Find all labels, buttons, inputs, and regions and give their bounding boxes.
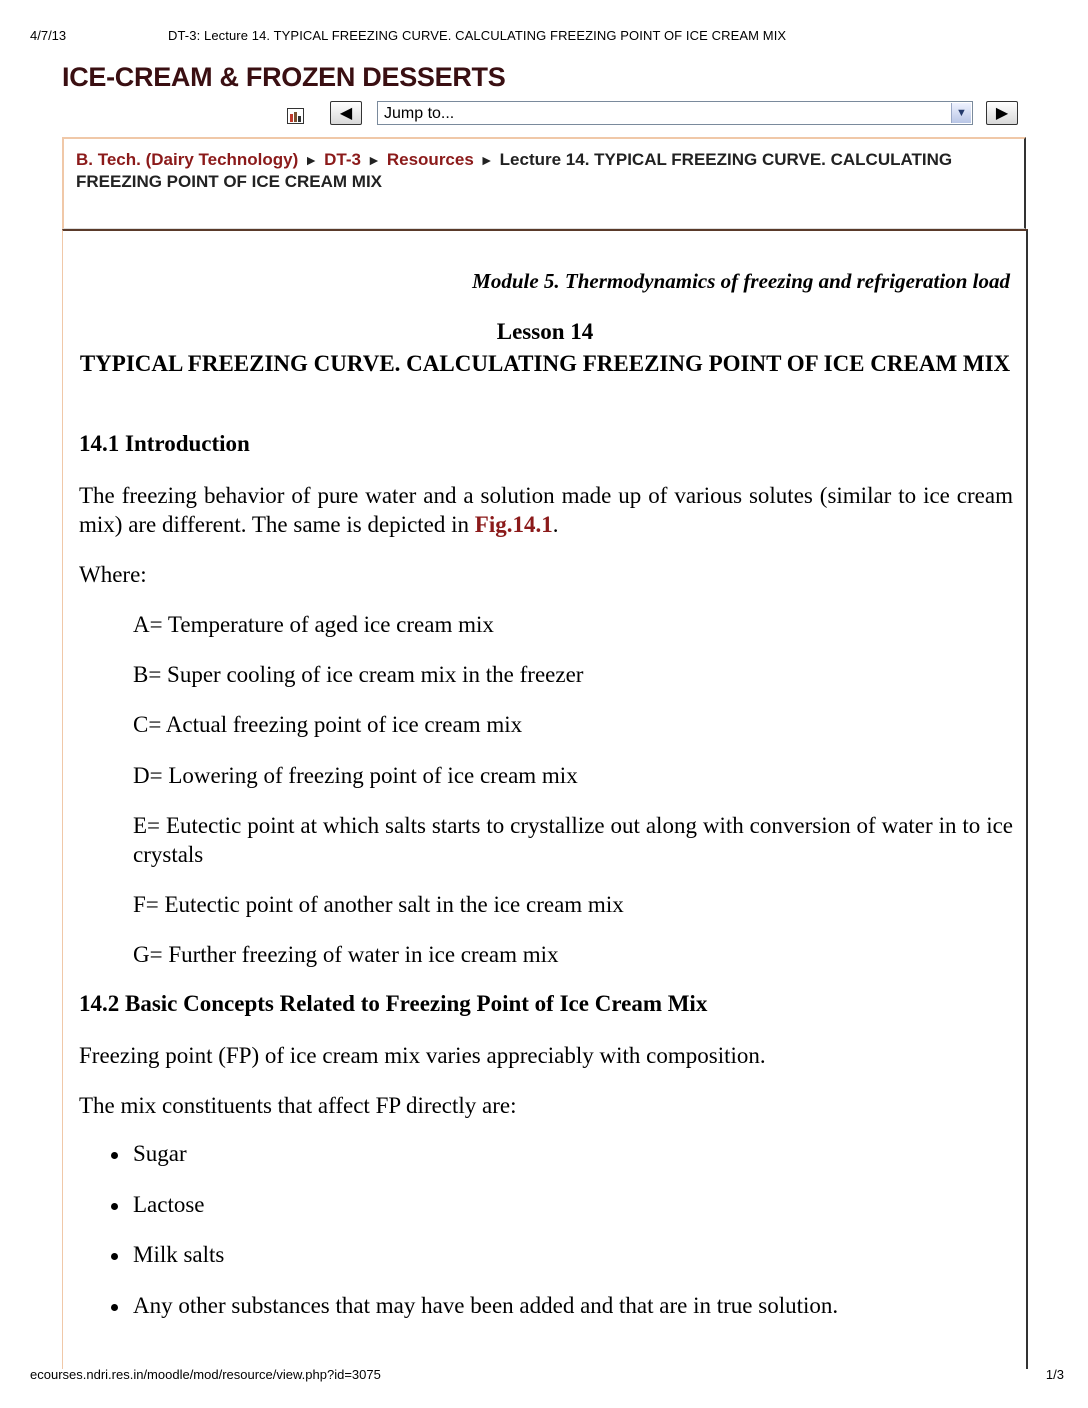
definition-e: E= Eutectic point at which salts starts to crystallize out along with conversion of water in to ice crystals [133,813,1013,867]
list-item [133,1141,187,1167]
footer-page-number: 1/3 [1045,1367,1064,1382]
breadcrumb-separator-icon: ► [479,152,494,168]
list-item [133,1192,205,1218]
course-title[interactable]: ICE-CREAM & FROZEN DESSERTS [62,62,506,92]
print-date: 4/7/13 [30,28,67,43]
breadcrumb-panel [62,137,1026,229]
breadcrumb-separator-icon: ► [304,152,319,168]
list-item-label: Any other substances that may have been added and that are in true solution. [133,1293,839,1318]
lesson-title: TYPICAL FREEZING CURVE. CALCULATING FREEZING POINT OF ICE CREAM MIX [79,351,1011,376]
definition-a: A= Temperature of aged ice cream mix [133,612,494,637]
definition-c: C= Actual freezing point of ice cream mix [133,712,523,737]
section-heading-basic-concepts: 14.2 Basic Concepts Related to Freezing Point of Ice Cream Mix [79,991,708,1016]
bullet-icon [111,1203,118,1210]
next-activity-button[interactable]: ▶ [986,101,1018,125]
module-label: Module 5. Thermodynamics of freezing and refrigeration load [472,269,1010,293]
breadcrumb-separator-icon: ► [367,152,381,168]
lesson-content [62,229,1028,1369]
definition-g: G= Further freezing of water in ice cream mix [133,942,559,967]
breadcrumb-link-course[interactable]: B. Tech. (Dairy Technology) [76,150,299,169]
list-item [133,1242,224,1268]
intro-paragraph [79,481,1013,539]
list-item-label: Lactose [133,1192,205,1217]
definition-b: B= Super cooling of ice cream mix in the freezer [133,662,584,687]
print-page-title: DT-3: Lecture 14. TYPICAL FREEZING CURVE. CALCULATING FREEZING POINT OF ICE CREAM MIX [168,28,787,43]
bullet-icon [111,1253,118,1260]
intro-text: The freezing behavior of pure water and a solution made up of various solutes (similar to ice cream mix) are different. The same is depicted in [79,483,1013,537]
intro-end: . [552,512,559,537]
where-label: Where: [79,562,147,587]
previous-activity-button[interactable]: ◀ [330,101,362,125]
jump-to-value: Jump to... [384,105,455,122]
jump-to-select[interactable] [377,101,973,125]
navigation-bar [285,100,1027,130]
list-item-label: Sugar [133,1141,187,1166]
bullet-icon [111,1304,118,1311]
list-item-label: Milk salts [133,1242,225,1267]
constituents-paragraph: The mix constituents that affect FP directly are: [79,1093,517,1118]
chevron-down-icon[interactable]: ▼ [951,103,971,123]
footer-url: ecourses.ndri.res.in/moodle/mod/resource/view.php?id=3075 [30,1367,381,1382]
list-item [133,1293,838,1319]
figure-link[interactable]: Fig.14.1 [474,512,553,537]
freezing-point-paragraph: Freezing point (FP) of ice cream mix varies appreciably with composition. [79,1043,766,1068]
breadcrumb-link-resources[interactable]: Resources [386,150,474,169]
definition-f: F= Eutectic point of another salt in the ice cream mix [133,892,624,917]
section-heading-introduction: 14.1 Introduction [79,431,250,456]
course-menu-icon[interactable] [287,108,304,124]
breadcrumb-link-dt3[interactable]: DT-3 [324,150,361,169]
definition-d: D= Lowering of freezing point of ice cream mix [133,763,578,788]
breadcrumb [76,149,976,193]
lesson-number: Lesson 14 [496,319,594,344]
bullet-icon [111,1152,118,1159]
breadcrumb-current: Lecture 14. TYPICAL FREEZING CURVE. CALCULATING FREEZING POINT OF ICE CREAM MIX [76,150,953,191]
